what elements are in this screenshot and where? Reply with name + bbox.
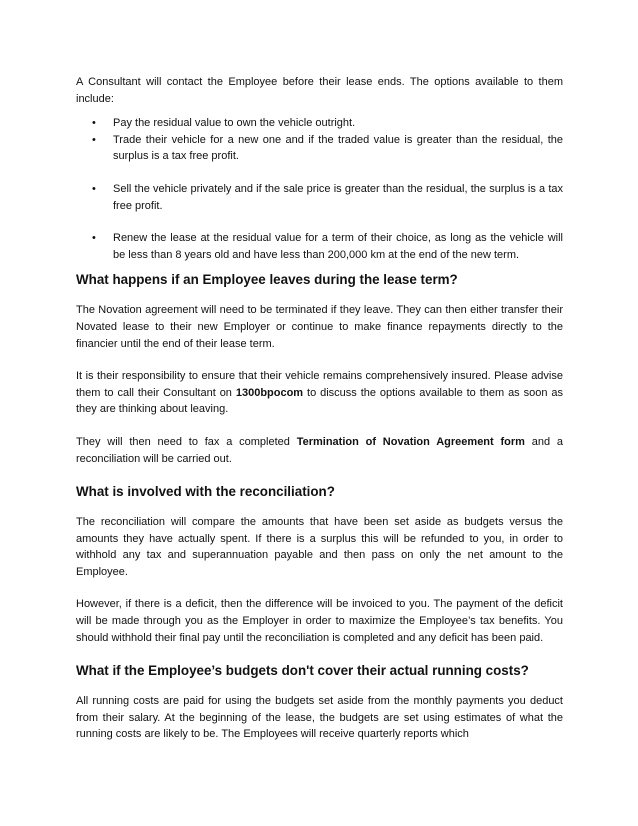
form-name: Termination of Novation Agreement form	[296, 435, 525, 448]
bullet-icon: •	[92, 232, 96, 245]
bullet-icon: •	[92, 182, 96, 195]
section-heading-budgets: What if the Employee’s budgets don't cover their actual running costs?	[76, 663, 529, 679]
running-costs-paragraph: All running costs are paid for using the budgets set aside from the monthly payments you deduct from their salary. At the beginning of the lease, the budgets are set using estimates of what the running costs are likely to be. The Employees will receive quarterly reports which	[76, 695, 563, 741]
phone-number: 1300bpocom	[235, 386, 304, 399]
list-item	[76, 181, 563, 214]
novation-termination-paragraph: The Novation agreement will need to be terminated if they leave. They can then either transfer their Novated lease to their new Employer or continue to make finance repayments directly to the financier until the end of their lease term.	[76, 304, 563, 350]
bullet-icon: •	[92, 117, 96, 130]
option-text: Pay the residual value to own the vehicle outright.	[113, 117, 356, 130]
reconciliation-surplus-paragraph: The reconciliation will compare the amounts that have been set aside as budgets versus the amounts they have actually spent. If there is a surplus this will be refunded to you, in order to withhold any tax and superannuation payable and then pass on only the net amount to the Employee.	[76, 516, 563, 578]
option-text: Sell the vehicle privately and if the sale price is greater than the residual, the surplus is a tax free profit.	[113, 182, 563, 212]
option-text: Renew the lease at the residual value for a term of their choice, as long as the vehicle will be less than 8 years old and have less than 200,000 km at the end of the new term.	[113, 232, 563, 261]
list-item	[76, 115, 563, 132]
bullet-icon: •	[92, 133, 96, 146]
list-item	[76, 230, 563, 263]
document-page	[76, 74, 563, 759]
intro-paragraph: A Consultant will contact the Employee before their lease ends. The options available to them include:	[76, 76, 563, 105]
lease-end-options-list	[76, 115, 563, 263]
section-heading-employee-leaves: What happens if an Employee leaves during the lease term?	[76, 272, 458, 288]
insurance-paragraph: It is their responsibility to ensure that their vehicle remains comprehensively insured. Please advise them to call their Consultant on 1300bpocom to discuss the options available to them as soon as they are thinking about leaving.	[76, 370, 563, 416]
reconciliation-deficit-paragraph: However, if there is a deficit, then the difference will be invoiced to you. The payment of the deficit will be made through you as the Employer in order to maximize the Employee’s tax benefits. You should withhold their final pay until the reconciliation is completed and any deficit has been paid.	[76, 598, 563, 644]
list-item	[76, 132, 563, 165]
option-text: Trade their vehicle for a new one and if the traded value is greater than the residual, the surplus is a tax free profit.	[113, 133, 563, 163]
fax-form-paragraph: They will then need to fax a completed Termination of Novation Agreement form and a reconciliation will be carried out.	[76, 435, 563, 465]
section-heading-reconciliation: What is involved with the reconciliation?	[76, 484, 335, 500]
